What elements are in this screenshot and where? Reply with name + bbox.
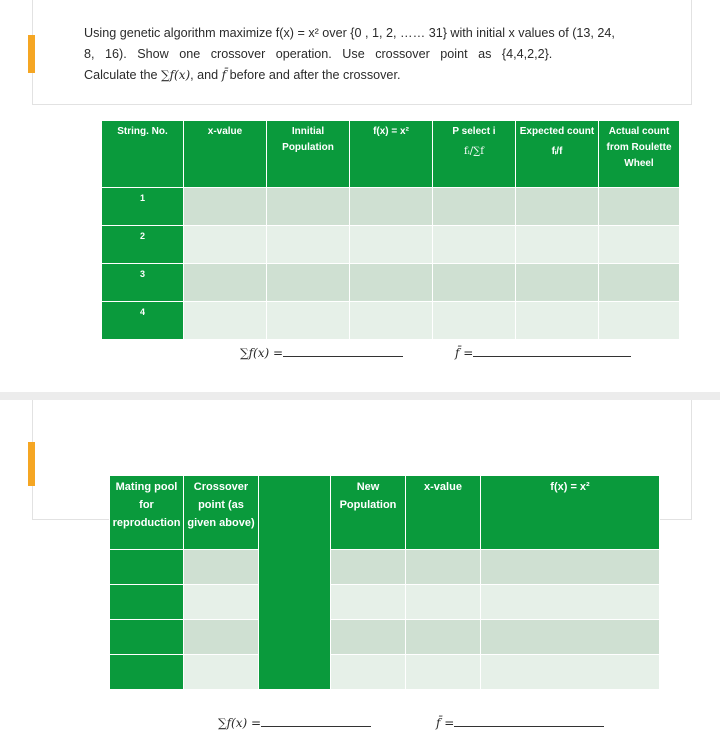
sum-fx-before-blank[interactable]: [283, 347, 403, 357]
table-row: [110, 550, 660, 585]
table-row: 1: [102, 188, 680, 226]
col-fx: f(x) = x²: [350, 121, 433, 188]
col-initial-population: Innitial Population: [267, 121, 350, 188]
table-row: 3: [102, 264, 680, 302]
fbar-before-blank[interactable]: [473, 347, 631, 357]
question-line-1: Using genetic algorithm maximize f(x) = x² over {0 , 1, 2, …… 31} with initial x values of (13, 24,: [84, 26, 615, 40]
col-crossover-point: Crossover point (as given above): [184, 476, 259, 550]
col-fx-2: f(x) = x²: [481, 476, 660, 550]
question-text: [84, 23, 664, 86]
sum-fx-after: ∑f(x) =: [218, 716, 371, 730]
fbar-after-blank[interactable]: [454, 717, 604, 727]
col-x-value: x-value: [184, 121, 267, 188]
table-row: [110, 585, 660, 620]
table-row: [110, 620, 660, 655]
fbar-symbol: f̄: [221, 68, 227, 82]
question-line-3: Calculate the ∑f(x), and f̄ before and after the crossover.: [84, 68, 401, 82]
col-spacer: [259, 476, 331, 690]
fbar-after: f̄ =: [436, 716, 604, 730]
col-x-value-2: x-value: [406, 476, 481, 550]
col-expected-count: Expected count fᵢ/f: [516, 121, 599, 188]
after-crossover-table: [109, 475, 660, 690]
sum-fx-after-blank[interactable]: [261, 717, 371, 727]
fbar-before: f̄ =: [455, 346, 631, 360]
table-row: [110, 655, 660, 690]
table-header-row: [110, 476, 660, 550]
col-p-select: P select i fᵢ/∑f: [433, 121, 516, 188]
sum-symbol: ∑f(x): [161, 68, 191, 82]
table-row: 4: [102, 302, 680, 340]
col-new-population: New Population: [331, 476, 406, 550]
table-row: 2: [102, 226, 680, 264]
section-separator: [0, 392, 720, 400]
col-string-no: String. No.: [102, 121, 184, 188]
col-mating-pool: Mating pool for reproduction: [110, 476, 184, 550]
col-actual-count: Actual count from Roulette Wheel: [599, 121, 680, 188]
before-crossover-table: [101, 120, 680, 340]
sum-fx-before: ∑f(x) =: [240, 346, 403, 360]
crossover-accent-bar: [28, 442, 35, 486]
question-accent-bar: [28, 35, 35, 73]
question-line-2: 8, 16). Show one crossover operation. Use crossover point as {4,4,2,2}.: [84, 47, 553, 61]
table-header-row: [102, 121, 680, 188]
